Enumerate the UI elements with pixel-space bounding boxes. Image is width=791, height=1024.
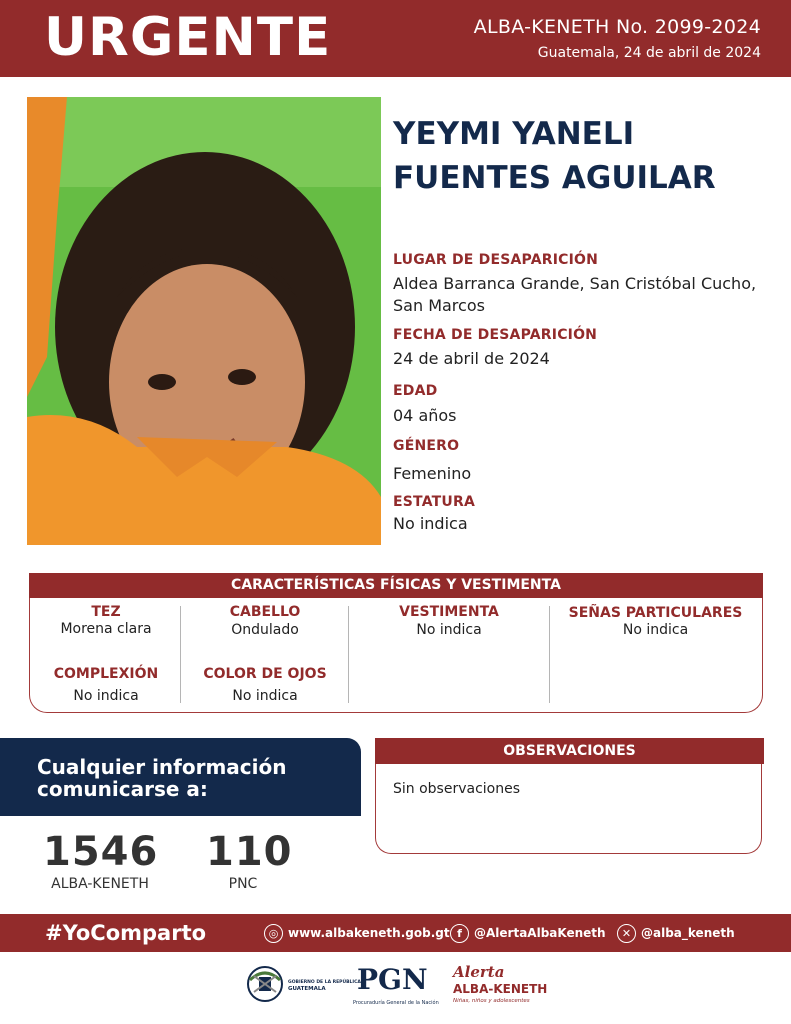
gobierno-line-1: GOBIERNO DE LA REPÚBLICA	[288, 980, 361, 985]
alerta-logo-line-2: ALBA-KENETH	[453, 982, 548, 996]
contact-line-2: comunicarse a:	[37, 777, 208, 801]
edad-value: 04 años	[393, 406, 457, 425]
lugar-value-2: San Marcos	[393, 296, 485, 315]
fecha-label: FECHA DE DESAPARICIÓN	[393, 327, 598, 343]
facebook-icon: f	[450, 924, 469, 943]
ojos-label: COLOR DE OJOS	[203, 666, 327, 682]
pgn-subtitle: Procuraduría General de la Nación	[353, 1000, 439, 1006]
name-line-2: FUENTES AGUILAR	[393, 160, 716, 196]
divider	[348, 606, 349, 703]
gobierno-text	[288, 980, 361, 992]
alerta-logo-sub: Niñas, niños y adolescentes	[453, 998, 530, 1004]
facebook-text: @AlertaAlbaKeneth	[474, 926, 606, 940]
lugar-label: LUGAR DE DESAPARICIÓN	[393, 252, 599, 268]
x-icon: ✕	[617, 924, 636, 943]
estatura-label: ESTATURA	[393, 494, 475, 510]
complexion-value: No indica	[73, 688, 139, 704]
gobierno-logo	[244, 962, 286, 1012]
alerta-logo-line-1: Alerta	[453, 963, 505, 981]
genero-label: GÉNERO	[393, 438, 460, 454]
phone-label-alba: ALBA-KENETH	[51, 876, 149, 892]
lugar-value-1: Aldea Barranca Grande, San Cristóbal Cucho,	[393, 274, 757, 293]
place-date: Guatemala, 24 de abril de 2024	[537, 45, 761, 61]
complexion-label: COMPLEXIÓN	[53, 666, 159, 682]
missing-person-photo	[27, 97, 381, 545]
phone-label-pnc: PNC	[228, 876, 258, 892]
website-text: www.albakeneth.gob.gt	[288, 926, 450, 940]
vestimenta-label: VESTIMENTA	[399, 604, 499, 620]
phone-number-pnc[interactable]: 110	[206, 829, 293, 875]
gobierno-line-2: GUATEMALA	[288, 986, 326, 992]
contact-text	[37, 756, 287, 800]
senas-value: No indica	[622, 622, 689, 638]
name-line-1: YEYMI YANELI	[393, 116, 635, 152]
fecha-value: 24 de abril de 2024	[393, 349, 550, 368]
urgent-title: URGENTE	[44, 7, 332, 68]
contact-line-1: Cualquier información	[37, 755, 287, 779]
twitter-link[interactable]	[617, 914, 735, 952]
genero-value: Femenino	[393, 464, 472, 483]
features-heading: CARACTERÍSTICAS FÍSICAS Y VESTIMENTA	[29, 573, 763, 598]
cabello-value: Ondulado	[231, 622, 299, 638]
hashtag: #YoComparto	[45, 921, 207, 945]
phone-number-alba[interactable]: 1546	[43, 829, 159, 875]
observations-text: Sin observaciones	[393, 781, 521, 797]
senas-label: SEÑAS PARTICULARES	[568, 605, 743, 621]
twitter-text: @alba_keneth	[641, 926, 735, 940]
edad-label: EDAD	[393, 383, 438, 399]
case-number: ALBA-KENETH No. 2099-2024	[473, 16, 761, 38]
vestimenta-value: No indica	[416, 622, 482, 638]
ojos-value: No indica	[232, 688, 298, 704]
observations-heading: OBSERVACIONES	[375, 738, 764, 764]
person-name	[393, 112, 773, 200]
estatura-value: No indica	[393, 514, 468, 533]
globe-icon: ◎	[264, 924, 283, 943]
facebook-link[interactable]	[450, 914, 606, 952]
tez-value: Morena clara	[60, 621, 152, 637]
tez-label: TEZ	[91, 604, 121, 620]
coat-of-arms-icon	[244, 962, 286, 1006]
website-link[interactable]	[264, 914, 450, 952]
cabello-label: CABELLO	[229, 604, 301, 620]
photo-illustration	[27, 97, 381, 545]
pgn-logo-text: PGN	[357, 963, 428, 996]
